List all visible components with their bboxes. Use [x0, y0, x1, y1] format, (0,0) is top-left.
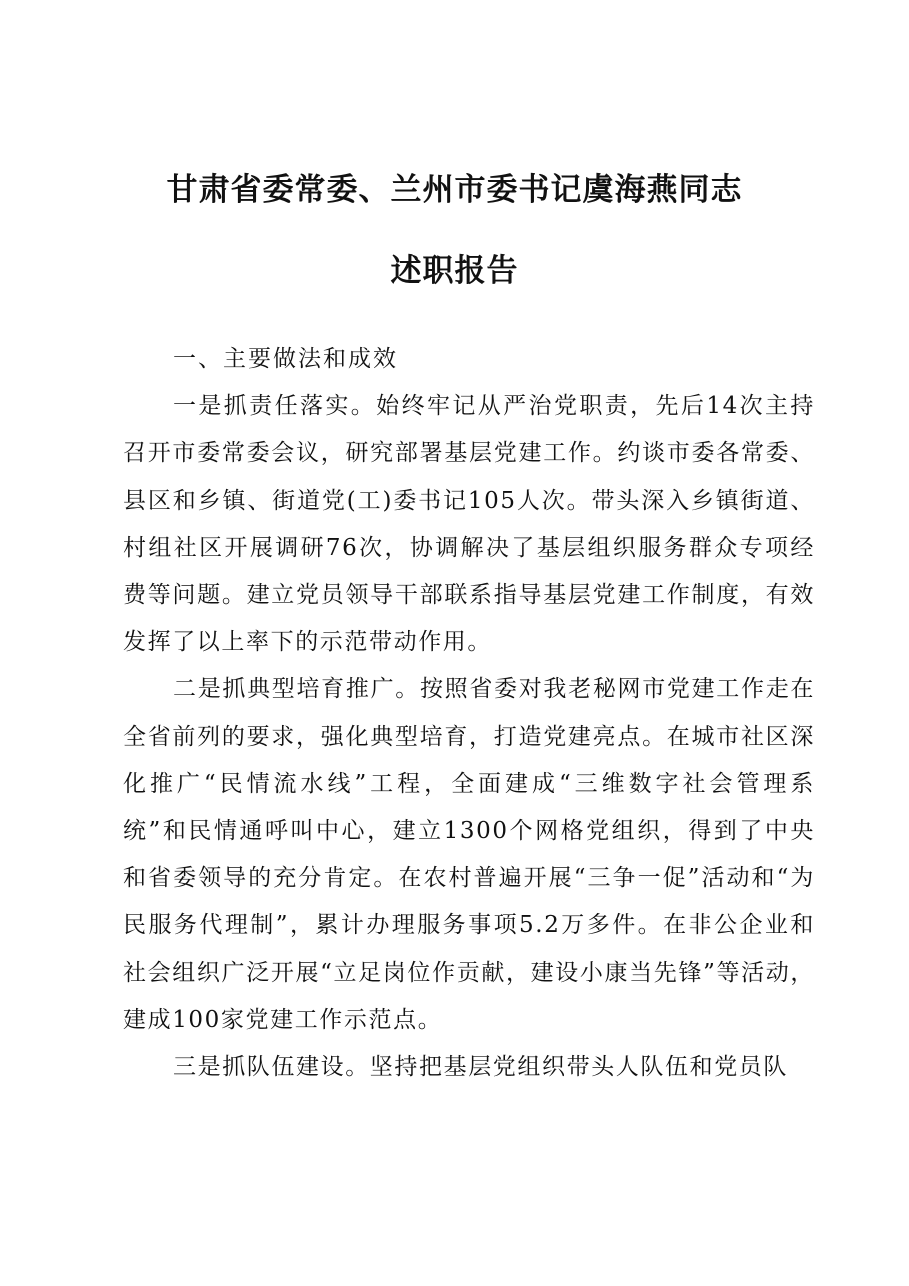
paragraph-1: 一是抓责任落实。始终牢记从严治党职责，先后14次主持召开市委常委会议，研究部署基层党建工作。约谈市委各常委、县区和乡镇、街道党(工)委书记105人次。带头深入乡镇街道、村组社区开展调研76次，协调解决了基层组织服务群众专项经费等问题。建立党员领导干部联系指导基层党建工作制度，有效发挥了以上率下的示范带动作用。: [123, 393, 815, 656]
document-title-line-2: 述职报告: [390, 253, 519, 289]
paragraph-2: 二是抓典型培育推广。按照省委对我老秘网市党建工作走在全省前列的要求，强化典型培育，打造党建亮点。在城市社区深化推广“民情流水线”工程，全面建成“三维数字社会管理系统”和民情通呼叫中心，建立1300个网格党组织，得到了中央和省委领导的充分肯定。在农村普遍开展“三争一促”活动和“为民服务代理制”，累计办理服务事项5.2万多件。在非公企业和社会组织广泛开展“立足岗位作贡献，建设小康当先锋”等活动，建成100家党建工作示范点。: [123, 676, 815, 1033]
section-heading: 一、主要做法和成效: [173, 346, 398, 372]
document-body: [123, 336, 815, 1091]
document-title-line-1: 甘肃省委常委、兰州市委书记虞海燕同志: [166, 172, 743, 208]
paragraph-3: 三是抓队伍建设。坚持把基层党组织带头人队伍和党员队: [173, 1054, 788, 1081]
